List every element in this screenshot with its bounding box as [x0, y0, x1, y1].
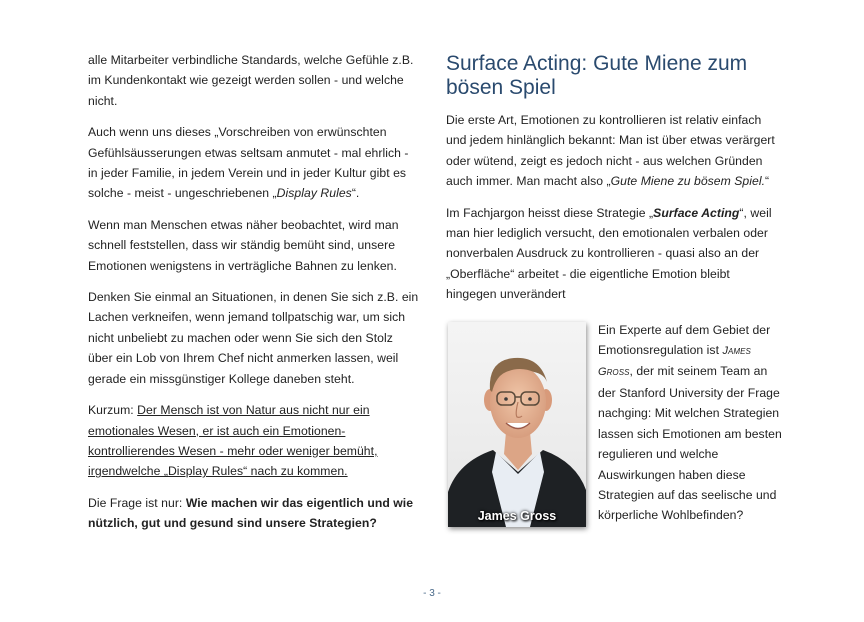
question-bold: Wie machen wir das eigentlich und wie nützlich, gut und gesund sind unsere Strategien?: [88, 495, 414, 531]
surface-acting-term: Surface Acting: [653, 205, 740, 220]
right-column: [446, 52, 782, 536]
paragraph-expert: Ein Experte auf dem Gebiet der Emotionsregulation ist James Gross, der mit seinem Team an der Stanford University der Frage nachging: Mit welchen Strategien lassen sich Emotionen am besten regulieren und welche Auswirkungen haben diese Strategien auf das seelische und körperliche Wohlbefinden?: [598, 322, 782, 523]
portrait-photo: [448, 322, 586, 527]
paragraph-observation: Wenn man Menschen etwas näher beobachtet, wird man schnell feststellen, dass wir ständig bemüht sind, unsere Emotionen wenigstens in verträgliche Bahnen zu lenken.: [88, 217, 399, 273]
paragraph-situations: Denken Sie einmal an Situationen, in denen Sie sich z.B. ein Lachen verkneifen, wenn jemand tollpatschig war, um sich nicht unbeliebt zu machen oder wenn Sie sich den Stolz über ein Lob von Ihrem Chef nicht anmerken lassen, weil gerade ein missgünstiger Kollege daneben steht.: [88, 290, 419, 386]
paragraph-standards: alle Mitarbeiter verbindliche Standards, welche Gefühle z.B. im Kundenkontakt wie gezeigt werden sollen - und welche nicht.: [88, 53, 414, 108]
idiom-term: Gute Miene zu bösem Spiel.: [610, 174, 766, 189]
display-rules-term: Display Rules: [276, 186, 352, 201]
left-column: [88, 50, 420, 545]
paragraph-surface-acting: Im Fachjargon heisst diese Strategie „Surface Acting“, weil man hier lediglich versucht, den emotionalen verbalen oder nonverbalen Ausdruck zu kontrollieren - quasi also an der „Oberfläche“ arbeitet - die eigentliche Emotion bleibt hingegen unverändert: [446, 205, 772, 302]
paragraph-question: Die Frage ist nur: Wie machen wir das eigentlich und wie nützlich, gut und gesund sind unsere Strategien?: [88, 495, 414, 531]
expert-first-name: James: [722, 345, 751, 358]
paragraph-display-rules: Auch wenn uns dieses „Vorschreiben von erwünschten Gefühlsäusserungen etwas seltsam anmutet - mal ehrlich - in jeder Familie, in jedem Verein und in jeder Kultur gibt es solche - meist - ungeschriebenen „Display Rules“.: [88, 125, 409, 201]
portrait-illustration: [448, 322, 586, 527]
page-number: - 3 -: [423, 588, 441, 599]
section-heading: Surface Acting: Gute Miene zum bösen Spiel: [446, 52, 748, 99]
photo-with-text: [446, 316, 782, 536]
summary-underlined: Der Mensch ist von Natur aus nicht nur ein emotionales Wesen, er ist auch ein Emotionen-kontrollierendes Wesen - mehr oder weniger bemüht, irgendwelche „Display Rules“ nach zu kommen.: [88, 403, 378, 479]
paragraph-first-type: Die erste Art, Emotionen zu kontrollieren ist relativ einfach und jedem hinlänglich bekannt: Man ist über etwas verärgert oder wütend, zeigt es jedoch nicht - aus welchen Gründen auch immer. Man macht also „Gute Miene zu bösem Spiel.“: [446, 113, 775, 189]
expert-last-name: Gross: [598, 366, 630, 379]
expert-text: [598, 320, 788, 526]
photo-caption: James Gross: [477, 508, 557, 523]
paragraph-summary: Kurzum: Der Mensch ist von Natur aus nicht nur ein emotionales Wesen, er ist auch ein Emotionen-kontrollierendes Wesen - mehr oder weniger bemüht, irgendwelche „Display Rules“ nach zu kommen.: [88, 403, 378, 479]
